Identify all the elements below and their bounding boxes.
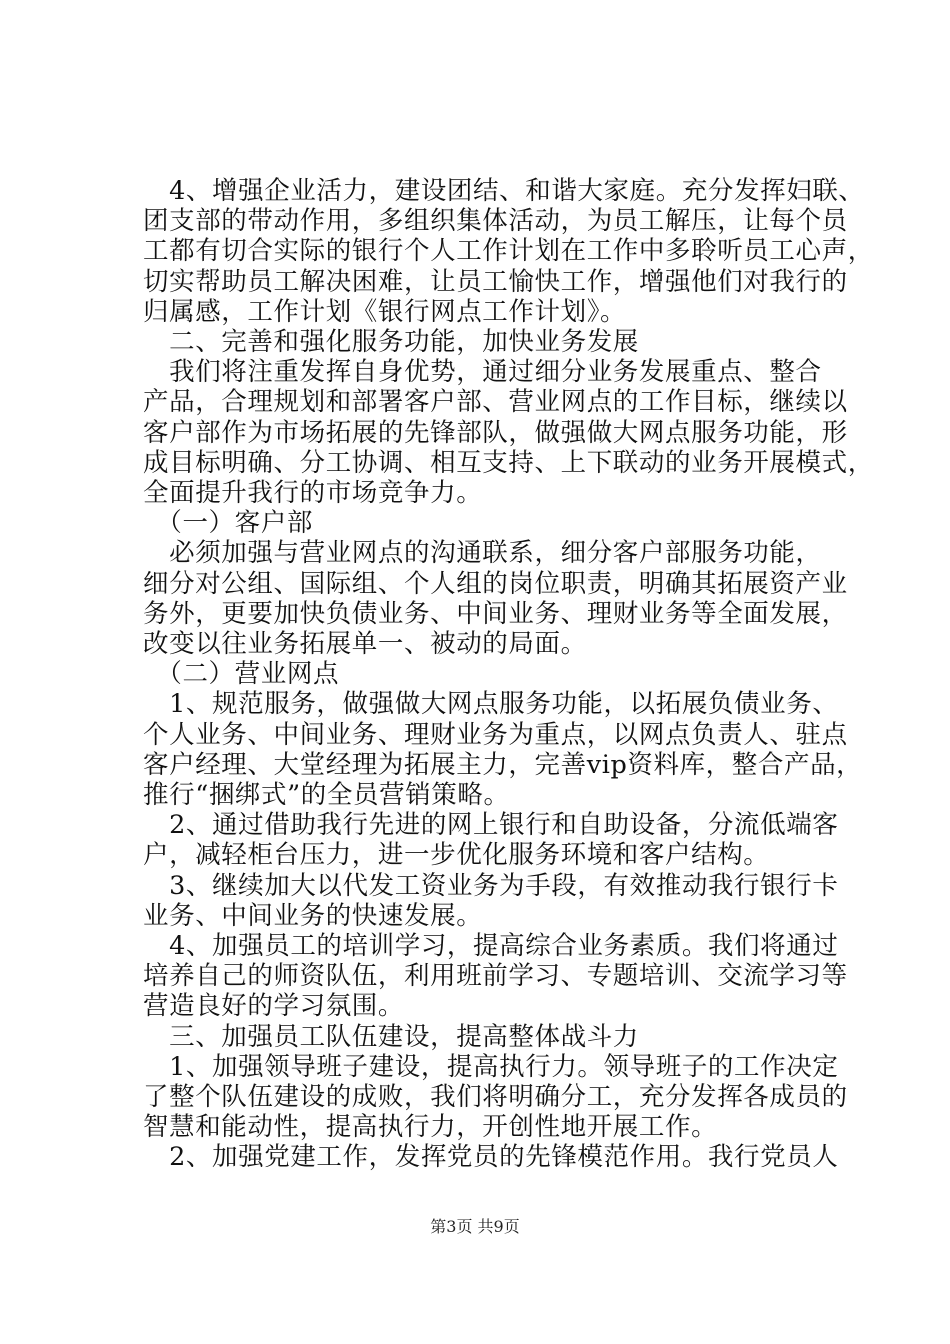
text-line: 细分对公组、国际组、个人组的岗位职责，明确其拓展资产业	[143, 568, 848, 599]
text-line: 产品，合理规划和部署客户部、营业网点的工作目标，继续以	[143, 387, 848, 418]
text-line: 2、加强党建工作，发挥党员的先锋模范作用。我行党员人	[143, 1142, 839, 1173]
text-line: 切实帮助员工解决困难，让员工愉快工作，增强他们对我行的	[143, 266, 848, 297]
text-line: 必须加强与营业网点的沟通联系，细分客户部服务功能，	[143, 538, 822, 569]
subsection-heading: （一）客户部	[143, 508, 313, 539]
text-line: 改变以往业务拓展单一、被动的局面。	[143, 629, 587, 659]
text-line: 3、继续加大以代发工资业务为手段，有效推动我行银行卡	[143, 870, 839, 901]
text-line: 团支部的带动作用，多组织集体活动，为员工解压，让每个员	[143, 206, 848, 237]
text-line: 1、加强领导班子建设，提高执行力。领导班子的工作决定	[143, 1051, 839, 1082]
text-line: 户，减轻柜台压力，进一步优化服务环境和客户结构。	[143, 840, 770, 871]
text-line: 务外，更要加快负债业务、中间业务、理财业务等全面发展，	[143, 598, 848, 629]
subsection-heading: （二）营业网点	[143, 659, 340, 690]
text-line: 2、通过借助我行先进的网上银行和自助设备，分流低端客	[143, 810, 839, 841]
page-number-footer: 第3页 共9页	[430, 1217, 520, 1236]
text-line: 我们将注重发挥自身优势，通过细分业务发展重点、整合	[143, 357, 822, 388]
text-line: 归属感，工作计划《银行网点工作计划》。	[143, 296, 627, 327]
text-line: 工都有切合实际的银行个人工作计划在工作中多聆听员工心声，	[143, 236, 874, 267]
text-line: 客户部作为市场拓展的先锋部队，做强做大网点服务功能，形	[143, 417, 848, 448]
text-line: 1、规范服务，做强做大网点服务功能，以拓展负债业务、	[143, 689, 839, 720]
text-line: 推行“捆绑式”的全员营销策略。	[143, 780, 510, 810]
text-line: 成目标明确、分工协调、相互支持、上下联动的业务开展模式，	[143, 447, 874, 478]
text-line: 个人业务、中间业务、理财业务为重点，以网点负责人、驻点	[143, 719, 848, 750]
text-line: 4、加强员工的培训学习，提高综合业务素质。我们将通过	[143, 931, 839, 961]
text-line: 智慧和能动性，提高执行力，开创性地开展工作。	[143, 1112, 718, 1143]
text-line: 了整个队伍建设的成败，我们将明确分工，充分发挥各成员的	[143, 1082, 848, 1112]
section-heading: 三、加强员工队伍建设，提高整体战斗力	[143, 1021, 639, 1052]
text-line: 全面提升我行的市场竞争力。	[143, 478, 483, 508]
section-heading: 二、完善和强化服务功能，加快业务发展	[143, 327, 639, 357]
text-line: 客户经理、大堂经理为拓展主力，完善vip资料库，整合产品，	[143, 749, 863, 780]
text-line: 4、增强企业活力，建设团结、和谐大家庭。充分发挥妇联、	[143, 176, 865, 206]
text-line: 业务、中间业务的快速发展。	[143, 900, 483, 931]
text-line: 营造良好的学习氛围。	[143, 991, 405, 1022]
text-line: 培养自己的师资队伍，利用班前学习、专题培训、交流学习等	[143, 961, 848, 992]
